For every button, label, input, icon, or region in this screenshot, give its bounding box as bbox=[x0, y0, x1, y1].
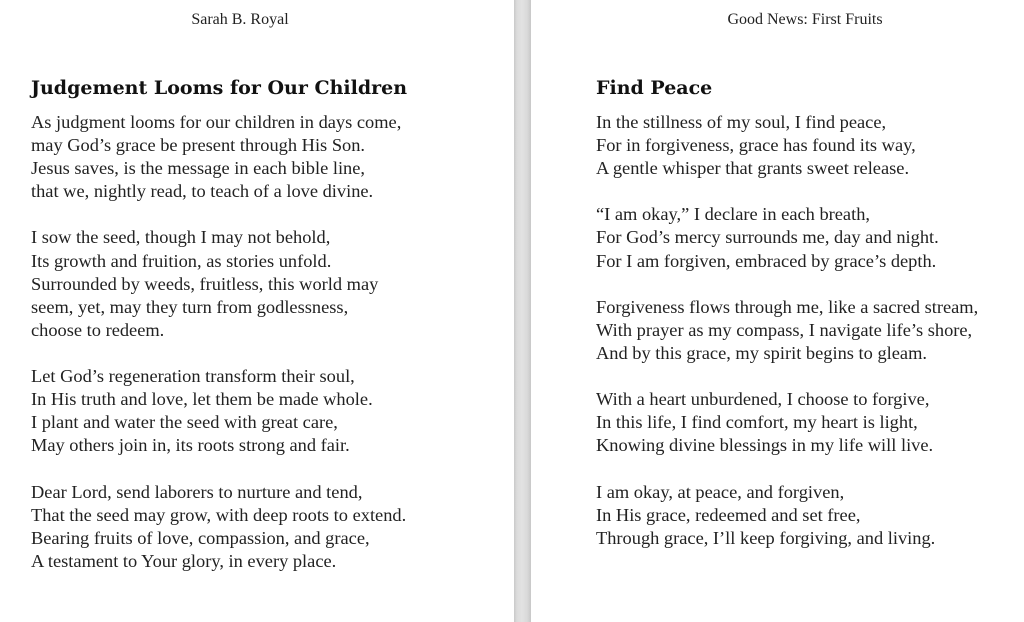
poem-line: Dear Lord, send laborers to nurture and tend, bbox=[31, 481, 363, 502]
poem-line: that we, nightly read, to teach of a love divine. bbox=[31, 181, 374, 202]
poem-line: For I am forgiven, embraced by grace’s depth. bbox=[596, 250, 937, 271]
poem-line: In the stillness of my soul, I find peace, bbox=[596, 112, 887, 132]
poem-line: For in forgiveness, grace has found its way, bbox=[596, 135, 916, 156]
stanza bbox=[596, 481, 978, 550]
stanza bbox=[596, 296, 978, 365]
poem-line: seem, yet, may they turn from godlessness, bbox=[31, 296, 349, 317]
poem-line: For God’s mercy surrounds me, day and night. bbox=[596, 227, 939, 248]
poem-line: I plant and water the seed with great care, bbox=[31, 412, 338, 433]
poem-line: may God’s grace be present through His Son. bbox=[31, 135, 366, 156]
stanza bbox=[31, 111, 406, 203]
poem-title: Judgement Looms for Our Children bbox=[31, 77, 408, 99]
running-head-book-title: Good News: First Fruits bbox=[727, 11, 883, 28]
poem-line: In His grace, redeemed and set free, bbox=[596, 504, 861, 525]
poem-line: “I am okay,” I declare in each breath, bbox=[596, 204, 870, 225]
poem-line: And by this grace, my spirit begins to gleam. bbox=[596, 342, 927, 363]
stanza bbox=[31, 365, 406, 457]
stanza bbox=[596, 388, 978, 457]
stanza bbox=[596, 111, 978, 180]
stanza bbox=[596, 203, 978, 272]
poem-line: I sow the seed, though I may not behold, bbox=[31, 227, 331, 248]
poem-line: Surrounded by weeds, fruitless, this world may bbox=[31, 273, 379, 294]
poem-line: Bearing fruits of love, compassion, and grace, bbox=[31, 527, 370, 548]
poem-line: I am okay, at peace, and forgiven, bbox=[596, 481, 845, 502]
poem-line: As judgment looms for our children in days come, bbox=[31, 112, 402, 132]
poem-line: A gentle whisper that grants sweet release. bbox=[596, 158, 910, 179]
poem-line: Through grace, I’ll keep forgiving, and living. bbox=[596, 527, 936, 548]
running-head-author: Sarah B. Royal bbox=[191, 11, 289, 28]
poem-line: With prayer as my compass, I navigate life’s shore, bbox=[596, 319, 973, 340]
poem-body bbox=[596, 111, 978, 573]
poem-line: May others join in, its roots strong and fair. bbox=[31, 435, 350, 456]
poem-body bbox=[31, 111, 406, 596]
right-page bbox=[531, 0, 1024, 622]
poem-line: With a heart unburdened, I choose to forgive, bbox=[596, 389, 930, 410]
poem-line: That the seed may grow, with deep roots to extend. bbox=[31, 504, 407, 525]
poem-line: Knowing divine blessings in my life will live. bbox=[596, 435, 934, 456]
poem-line: choose to redeem. bbox=[31, 319, 165, 340]
poem-line: In His truth and love, let them be made whole. bbox=[31, 389, 373, 410]
poem-line: In this life, I find comfort, my heart is light, bbox=[596, 412, 918, 433]
poem-line: Jesus saves, is the message in each bible line, bbox=[31, 158, 366, 179]
stanza bbox=[31, 481, 406, 573]
book-gutter bbox=[514, 0, 531, 622]
poem-line: A testament to Your glory, in every place. bbox=[31, 550, 337, 571]
poem-line: Its growth and fruition, as stories unfold. bbox=[31, 250, 332, 271]
poem-line: Let God’s regeneration transform their soul, bbox=[31, 366, 355, 387]
poem-line: Forgiveness flows through me, like a sacred stream, bbox=[596, 296, 979, 317]
poem-title: Find Peace bbox=[596, 77, 713, 99]
stanza bbox=[31, 226, 406, 341]
